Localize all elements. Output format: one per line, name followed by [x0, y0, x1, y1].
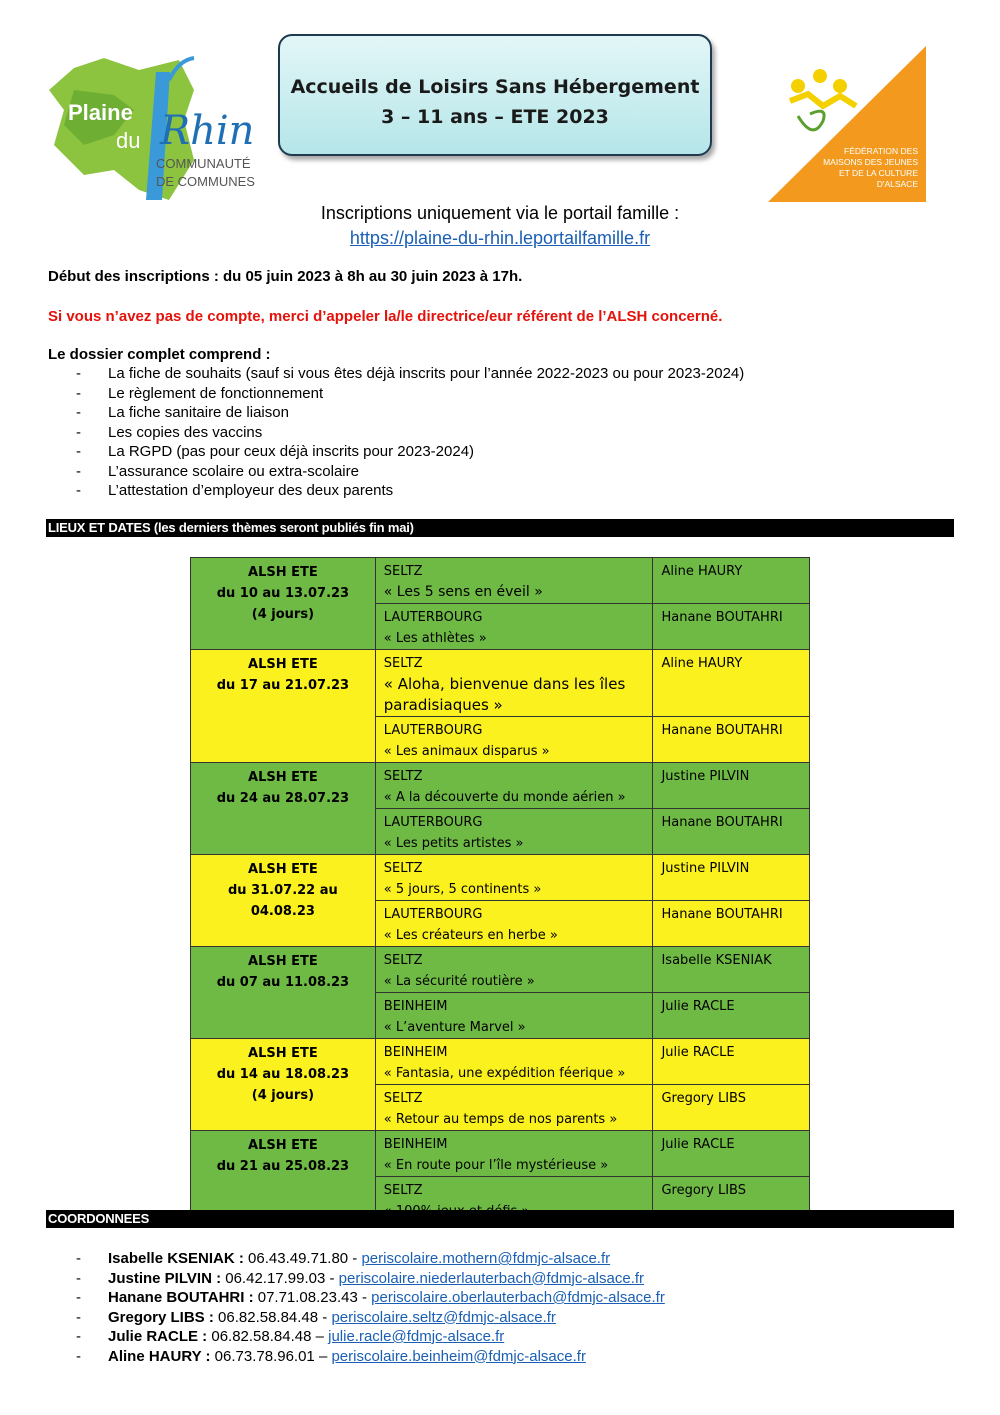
inscriptions-label: Inscriptions uniquement via le portail famille	[320, 203, 670, 223]
director-cell: Hanane BOUTAHRI	[653, 809, 810, 855]
location-cell: LAUTERBOURG « Les animaux disparus »	[375, 717, 653, 763]
contact-email-link[interactable]: periscolaire.beinheim@fdmjc-alsace.fr	[331, 1347, 586, 1365]
logo-left-du: du	[116, 128, 141, 153]
logo-left-rhin: Rhin	[160, 108, 255, 154]
no-account-warning: Si vous n’avez pas de compte, merci d’appeler la/le directrice/eur référent de l’ALSH concerné.	[48, 308, 723, 325]
logo-right-line4: D'ALSACE	[876, 179, 918, 189]
section-lieux-header: LIEUX ET DATES (les derniers thèmes seront publiés fin mai)	[46, 519, 954, 537]
contact-item: - Aline HAURY : 06.73.78.96.01 – periscolaire.beinheim@fdmjc-alsace.fr	[76, 1347, 586, 1365]
logo-right-line3: ET DE LA CULTURE	[838, 168, 918, 178]
period-cell: ALSH ETE du 07 au 11.08.23	[191, 947, 376, 1039]
location-cell: BEINHEIM « En route pour l’île mystérieuse »	[375, 1131, 653, 1177]
logo-left-communes: DE COMMUNES	[156, 174, 255, 189]
list-item: - La fiche de souhaits (sauf si vous êtes déjà inscrits pour l’année 2022-2023 ou pour 2023-2024)	[76, 365, 745, 382]
plaine-du-rhin-logo	[44, 50, 274, 205]
table-row	[191, 855, 810, 901]
director-cell: Justine PILVIN	[653, 855, 810, 901]
location-cell: BEINHEIM « L’aventure Marvel »	[375, 993, 653, 1039]
logo-left-plaine: Plaine	[68, 100, 133, 125]
director-cell: Isabelle KSENIAK	[653, 947, 810, 993]
period-cell: ALSH ETE du 31.07.22 au 04.08.23	[191, 855, 376, 947]
contact-item: - Gregory LIBS : 06.82.58.84.48 - periscolaire.seltz@fdmjc-alsace.fr	[76, 1308, 556, 1326]
director-cell: Gregory LIBS	[653, 1177, 810, 1223]
table-row	[191, 763, 810, 809]
list-item: - L’attestation d’employeur des deux parents	[76, 482, 394, 499]
location-cell: LAUTERBOURG « Les petits artistes »	[375, 809, 653, 855]
contact-email-link[interactable]: julie.racle@fdmjc-alsace.fr	[328, 1328, 505, 1345]
figure-icon	[791, 79, 805, 93]
director-cell: Hanane BOUTAHRI	[653, 717, 810, 763]
table-row	[191, 1039, 810, 1085]
dossier-section	[48, 346, 744, 501]
location-cell: SELTZ	[375, 1177, 653, 1223]
director-cell: Julie RACLE	[653, 1131, 810, 1177]
list-item: - La fiche sanitaire de liaison	[76, 404, 289, 421]
director-cell: Gregory LIBS	[653, 1085, 810, 1131]
location-cell: LAUTERBOURG « Les athlètes »	[375, 604, 653, 650]
title-line-2: 3 – 11 ans – ETE 2023	[381, 106, 609, 128]
list-item: - Les copies des vaccins	[76, 423, 263, 441]
title-line-1: Accueils de Loisirs Sans Hébergement	[290, 76, 700, 98]
logo-right-line2: MAISONS DES JEUNES	[823, 157, 918, 167]
contact-item: - Justine PILVIN : 06.42.17.99.03 - periscolaire.niederlauterbach@fdmjc-alsace.fr	[76, 1269, 645, 1287]
contact-email-link[interactable]: periscolaire.mothern@fdmjc-alsace.fr	[361, 1250, 611, 1267]
period-cell: ALSH ETE du 24 au 28.07.23	[191, 763, 376, 855]
director-cell: Aline HAURY	[653, 650, 810, 717]
schedule-table	[190, 557, 810, 1223]
contacts-list	[48, 1249, 665, 1366]
contact-item: - Julie RACLE : 06.82.58.84.48 – julie.racle@fdmjc-alsace.fr	[76, 1328, 505, 1345]
list-item: - La RGPD (pas pour ceux déjà inscrits pour 2023-2024)	[76, 443, 475, 460]
period-cell: ALSH ETE du 10 au 13.07.23 (4 jours)	[191, 558, 376, 650]
director-cell: Justine PILVIN	[653, 763, 810, 809]
logo-right-line1: FÉDÉRATION DES	[844, 146, 918, 156]
inscriptions-colon: :	[669, 203, 680, 223]
director-cell: Hanane BOUTAHRI	[653, 604, 810, 650]
contact-email-link[interactable]: periscolaire.oberlauterbach@fdmjc-alsace.fr	[371, 1289, 665, 1306]
section-coordonnees-header: COORDONNEES	[46, 1210, 954, 1228]
table-row	[191, 1131, 810, 1177]
director-cell: Aline HAURY	[653, 558, 810, 604]
table-row	[191, 650, 810, 717]
location-cell: SELTZ « 5 jours, 5 continents »	[375, 855, 653, 901]
debut-inscriptions: Début des inscriptions : du 05 juin 2023 à 8h au 30 juin 2023 à 17h.	[48, 268, 523, 285]
contact-item: - Isabelle KSENIAK : 06.43.49.71.80 - periscolaire.mothern@fdmjc-alsace.fr	[76, 1250, 611, 1267]
contact-email-link[interactable]: periscolaire.niederlauterbach@fdmjc-alsace.fr	[338, 1269, 645, 1287]
location-cell: SELTZ « A la découverte du monde aérien »	[375, 763, 653, 809]
list-item: - L’assurance scolaire ou extra-scolaire	[76, 462, 359, 480]
location-cell: BEINHEIM « Fantasia, une expédition féerique »	[375, 1039, 653, 1085]
director-cell: Julie RACLE	[653, 1039, 810, 1085]
location-cell: LAUTERBOURG « Les créateurs en herbe »	[375, 901, 653, 947]
location-cell: SELTZ « Retour au temps de nos parents »	[375, 1085, 653, 1131]
dossier-title: Le dossier complet comprend :	[48, 346, 271, 363]
period-cell: ALSH ETE du 21 au 25.08.23	[191, 1131, 376, 1223]
table-row	[191, 558, 810, 604]
period-cell: ALSH ETE du 17 au 21.07.23	[191, 650, 376, 763]
list-item: - Le règlement de fonctionnement	[76, 384, 324, 402]
location-cell: SELTZ « Aloha, bienvenue dans les îles paradisiaques »	[375, 650, 653, 717]
contact-item: - Hanane BOUTAHRI : 07.71.08.23.43 - periscolaire.oberlauterbach@fdmjc-alsace.fr	[76, 1289, 665, 1306]
period-cell: ALSH ETE du 14 au 18.08.23 (4 jours)	[191, 1039, 376, 1131]
contact-email-link[interactable]: periscolaire.seltz@fdmjc-alsace.fr	[331, 1308, 556, 1326]
logo-left-communaute: COMMUNAUTÉ	[156, 156, 251, 171]
location-cell: SELTZ « La sécurité routière »	[375, 947, 653, 993]
director-cell: Hanane BOUTAHRI	[653, 901, 810, 947]
dossier-list	[48, 364, 744, 501]
fdmjc-logo	[768, 46, 926, 202]
director-cell: Julie RACLE	[653, 993, 810, 1039]
location-cell: SELTZ « Les 5 sens en éveil »	[375, 558, 653, 604]
table-row	[191, 947, 810, 993]
inscriptions-text	[0, 203, 1000, 224]
portail-famille-link[interactable]: https://plaine-du-rhin.leportailfamille.fr	[349, 228, 651, 248]
title-box	[278, 34, 712, 156]
